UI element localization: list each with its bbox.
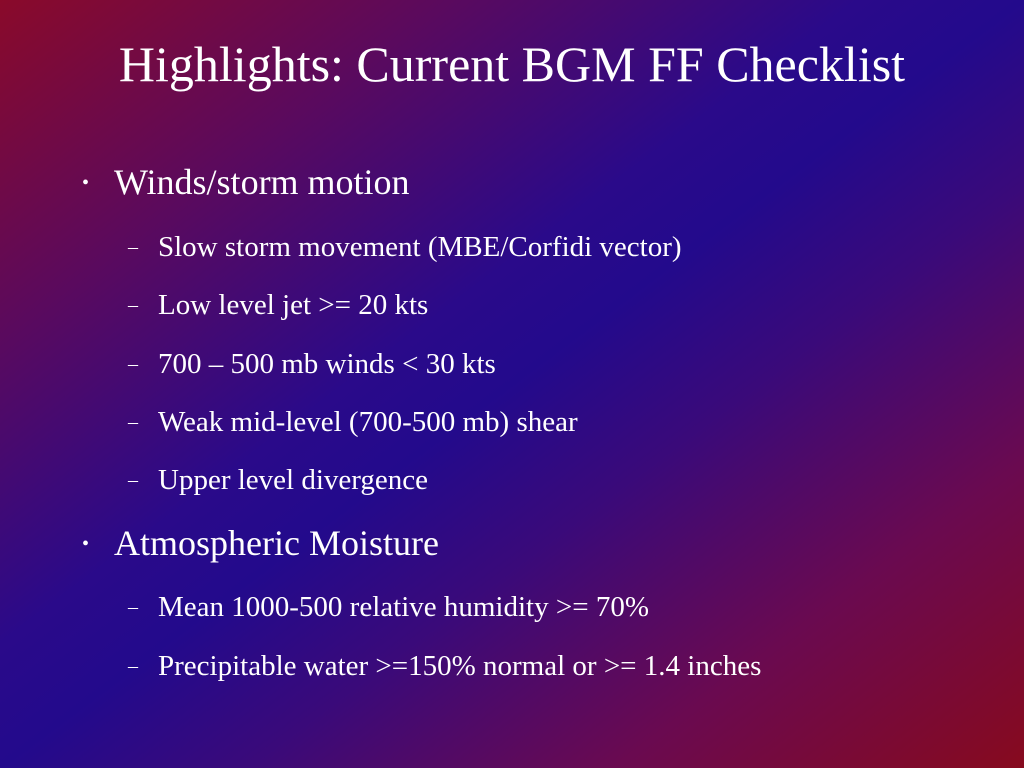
dash-icon: – <box>128 469 138 492</box>
list-item <box>128 229 682 267</box>
section-label: Atmospheric Moisture <box>114 523 439 563</box>
section-label: Winds/storm motion <box>114 162 410 202</box>
list-item-text: 700 – 500 mb winds < 30 kts <box>158 348 496 380</box>
bullet-section-winds <box>82 160 410 208</box>
bullet-dot-icon: • <box>82 171 90 194</box>
list-item-text: Upper level divergence <box>158 464 429 496</box>
slide-title: Highlights: Current BGM FF Checklist <box>118 36 906 92</box>
dash-icon: – <box>128 596 138 619</box>
list-item-text: Weak mid-level (700-500 mb) shear <box>158 406 578 438</box>
dash-icon: – <box>128 294 138 317</box>
dash-icon: – <box>128 353 138 376</box>
list-item <box>128 589 649 627</box>
bullet-dot-icon: • <box>82 532 90 555</box>
list-item <box>128 346 496 384</box>
dash-icon: – <box>128 411 138 434</box>
list-item-text: Slow storm movement (MBE/Corfidi vector) <box>158 231 682 263</box>
list-item-text: Low level jet >= 20 kts <box>158 289 429 321</box>
list-item <box>128 404 578 442</box>
list-item-text: Mean 1000-500 relative humidity >= 70% <box>158 591 649 623</box>
dash-icon: – <box>128 236 138 259</box>
list-item <box>128 462 428 500</box>
list-item <box>128 648 761 686</box>
dash-icon: – <box>128 655 138 678</box>
list-item-text: Precipitable water >=150% normal or >= 1.4 inches <box>158 650 762 682</box>
bullet-section-moisture <box>82 521 439 569</box>
list-item <box>128 287 428 325</box>
